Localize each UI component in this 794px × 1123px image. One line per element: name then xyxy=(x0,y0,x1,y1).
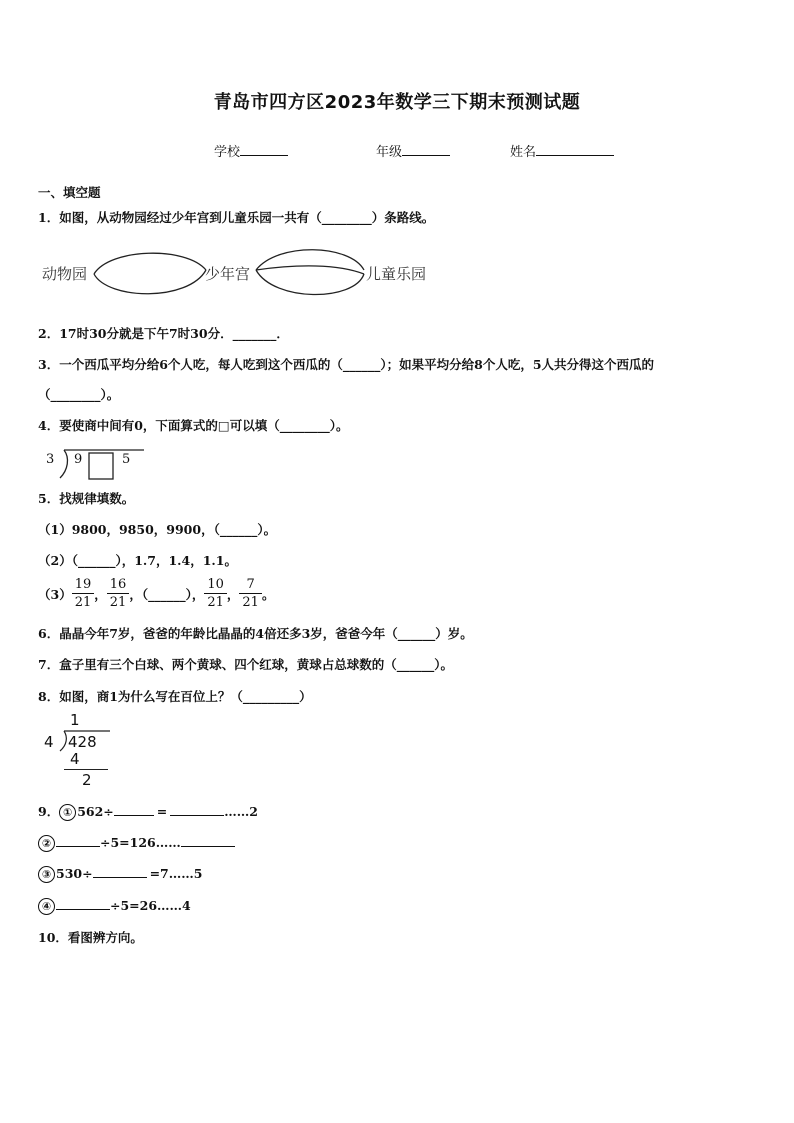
circled-2-icon: ② xyxy=(38,835,55,852)
q5-3-blank: ，（______）， xyxy=(129,586,205,602)
separator: ， xyxy=(94,586,107,602)
q4-digit-1: 9 xyxy=(74,452,83,467)
denominator: 21 xyxy=(207,595,224,610)
q8-subtract-line xyxy=(64,769,108,770)
q9-r1-eq: = xyxy=(156,804,168,819)
question-9-row-3 xyxy=(38,864,202,883)
answer-blank[interactable] xyxy=(114,802,154,816)
fraction-19-21 xyxy=(72,576,95,611)
name-field xyxy=(510,141,614,160)
q9-label: 9． xyxy=(38,804,60,819)
question-9-row-4 xyxy=(38,896,191,915)
q8-quotient: 1 xyxy=(70,711,80,729)
name-blank[interactable] xyxy=(536,142,614,156)
denominator: 21 xyxy=(109,595,127,610)
q9-r1-rem: ……2 xyxy=(224,804,258,819)
fraction-10-21 xyxy=(204,576,227,611)
answer-blank[interactable] xyxy=(181,833,235,847)
numerator: 16 xyxy=(107,576,130,594)
answer-blank[interactable] xyxy=(93,864,147,878)
q8-division-figure xyxy=(38,711,118,791)
q9-r3-rem: =7……5 xyxy=(149,866,203,881)
q9-r1-text: 562÷ xyxy=(77,804,114,819)
page-title: 青岛市四方区2023年数学三下期末预测试题 xyxy=(213,92,581,113)
question-4: 4．要使商中间有0，下面算式的□可以填（________）。 xyxy=(38,418,349,433)
numerator: 19 xyxy=(72,576,95,594)
q8-product: 4 xyxy=(70,750,80,768)
route-line xyxy=(94,253,206,274)
numerator: 10 xyxy=(204,576,227,594)
route-line xyxy=(256,266,364,274)
answer-blank[interactable] xyxy=(56,833,100,847)
school-blank[interactable] xyxy=(240,142,288,156)
q8-dividend: 428 xyxy=(68,733,97,751)
denominator: 21 xyxy=(74,595,92,610)
question-2: 2．17时30分就是下午7时30分．_______． xyxy=(38,326,289,341)
q9-r3-text: 530÷ xyxy=(56,866,93,881)
question-1: 1．如图，从动物园经过少年宫到儿童乐园一共有（________）条路线。 xyxy=(38,210,435,225)
name-label: 姓名 xyxy=(510,145,537,160)
fraction-16-21 xyxy=(107,576,130,611)
q8-remainder: 2 xyxy=(82,771,92,789)
question-5: 5．找规律填数。 xyxy=(38,491,135,506)
separator: ， xyxy=(226,586,240,602)
section-heading: 一、填空题 xyxy=(38,185,101,200)
grade-label: 年级 xyxy=(376,145,403,160)
question-3-line-2: （________）。 xyxy=(38,387,120,402)
circled-4-icon: ④ xyxy=(38,898,55,915)
question-10: 10．看图辨方向。 xyxy=(38,930,143,945)
blank-box[interactable] xyxy=(89,453,113,479)
school-field xyxy=(214,141,288,160)
grade-blank[interactable] xyxy=(402,142,450,156)
node-youth-palace: 少年宫 xyxy=(205,265,251,283)
answer-blank[interactable] xyxy=(56,896,110,910)
q4-digit-3: 5 xyxy=(122,452,131,467)
division-bracket xyxy=(60,450,67,478)
question-9-row-2 xyxy=(38,833,235,852)
q9-r2-text: ÷5=126…… xyxy=(100,835,181,850)
question-5-part-1: （1）9800，9850，9900，（______）。 xyxy=(38,522,277,537)
fraction-7-21 xyxy=(239,576,262,611)
question-6: 6．晶晶今年7岁，爸爸的年龄比晶晶的4倍还多3岁，爸爸今年（______）岁。 xyxy=(38,626,473,641)
answer-blank[interactable] xyxy=(170,802,224,816)
route-line xyxy=(256,250,364,270)
q5-3-prefix: （3） xyxy=(38,586,72,602)
question-8: 8．如图，商1为什么写在百位上？（_________） xyxy=(38,689,312,704)
q8-divisor: 4 xyxy=(44,733,54,751)
circled-1-icon: ① xyxy=(59,804,76,821)
q4-division-figure xyxy=(40,444,150,482)
question-5-part-3 xyxy=(38,576,274,611)
circled-3-icon: ③ xyxy=(38,866,55,883)
q4-divisor: 3 xyxy=(46,452,55,467)
q5-3-end: 。 xyxy=(261,586,275,602)
node-zoo: 动物园 xyxy=(42,265,88,283)
q9-r4-text: ÷5=26……4 xyxy=(110,898,191,913)
node-children-park: 儿童乐园 xyxy=(366,265,427,283)
school-label: 学校 xyxy=(214,145,241,160)
route-line xyxy=(94,270,206,294)
question-9-row-1 xyxy=(38,802,258,821)
grade-field xyxy=(376,141,450,160)
question-7: 7．盒子里有三个白球、两个黄球、四个红球，黄球占总球数的（______）。 xyxy=(38,657,453,672)
route-line xyxy=(256,270,364,295)
denominator: 21 xyxy=(242,595,259,610)
division-bracket xyxy=(60,731,66,751)
question-3-line-1: 3．一个西瓜平均分给6个人吃，每人吃到这个西瓜的（______）；如果平均分给8个人吃，5人共分得这个西瓜的 xyxy=(38,357,655,372)
numerator: 7 xyxy=(239,576,262,594)
question-5-part-2: （2）（______），1.7，1.4，1.1。 xyxy=(38,553,237,568)
